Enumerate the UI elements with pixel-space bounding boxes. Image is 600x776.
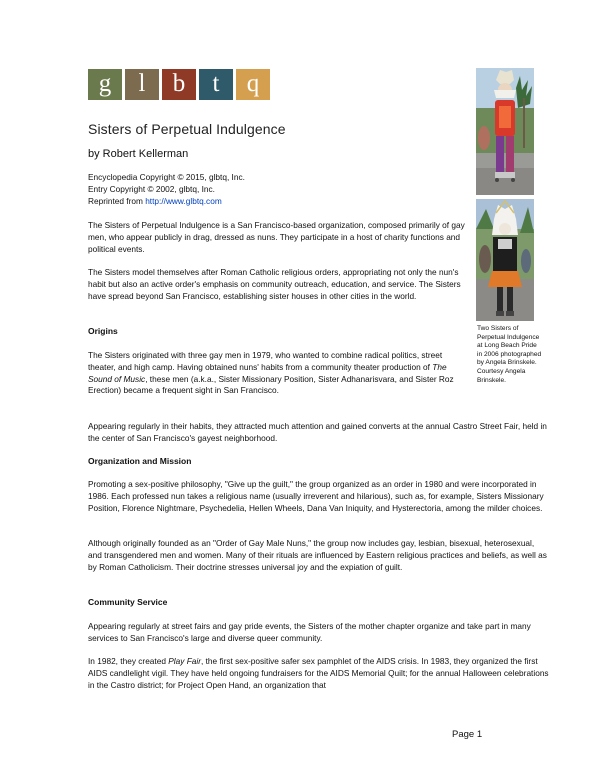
community-paragraph-1: Appearing regularly at street fairs and gay pride events, the Sisters of the mother chapter organize and take part in many services to San Francisco's large and diverse queer community.	[88, 621, 531, 643]
sound-of-music-title: The Sound of Music	[88, 361, 447, 384]
article-author: by Robert Kellerman	[88, 148, 189, 160]
community-paragraph-2	[88, 656, 550, 691]
intro-paragraph-1: The Sisters of Perpetual Indulgence is a San Francisco-based organization, composed primarily of gay men, who appear publicly in drag, dressed as nuns. They participate in a host of charity functions and political events.	[88, 220, 465, 254]
origins-paragraph-1	[88, 350, 468, 397]
logo-letter-tile: t	[199, 69, 233, 100]
organization-paragraph-1: Promoting a sex-positive philosophy, "Give up the guilt," the group organized as an order in 1980 and were incorporated in 1986. Each professed nun takes a religious name (usually irreverent and hilarious), such as, for example, Sisters Missionary Position, Florence Nightmare, Psychedelia, Hellen Wheels, Dana Van Iniquity, and Hysterectoria, among the milder choices.	[88, 479, 544, 513]
reprinted-prefix: Reprinted from	[88, 196, 146, 206]
origins-text-a: The Sisters originated with three gay men in 1979, who wanted to combine radical politics, street theater, and high camp. Having obtained nuns' habits from a community theater production of	[88, 350, 443, 372]
photo-caption: Two Sisters of Perpetual Indulgence at Long Beach Pride in 2006 photographed by Angela Brinskele. Courtesy Angela Brinskele.	[477, 325, 542, 384]
glbtq-link[interactable]: http://www.glbtq.com	[145, 196, 222, 206]
logo-letter-tile: g	[88, 69, 122, 100]
organization-heading: Organization and Mission	[88, 456, 192, 466]
play-fair-title: Play Fair	[168, 656, 201, 666]
community-text-a: In 1982, they created	[88, 656, 169, 666]
logo-letter-tile: l	[125, 69, 159, 100]
logo-letter-tile: b	[162, 69, 196, 100]
photo-sister-white-headdress	[476, 199, 534, 321]
entry-copyright: Entry Copyright © 2002, glbtq, Inc.	[88, 184, 215, 194]
glbtq-logo	[88, 69, 270, 100]
community-text-b: , the first sex-positive safer sex pamphlet of the AIDS crisis. In 1983, they organized the first AIDS candlelight vigil. They have held ongoing fundraisers for the AIDS Memorial Quilt; for the annual Halloween celebrations in the Castro district; for Project Open Hand, an organization that	[88, 656, 549, 690]
encyclopedia-copyright: Encyclopedia Copyright © 2015, glbtq, Inc.	[88, 172, 245, 182]
origins-paragraph-2: Appearing regularly in their habits, they attracted much attention and gained converts at the annual Castro Street Fair, held in the center of San Francisco's gayest neighborhood.	[88, 421, 547, 443]
community-heading: Community Service	[88, 597, 168, 607]
intro-paragraph-2: The Sisters model themselves after Roman Catholic religious orders, appropriating not only the nun's habit but also an active order's emphasis on community outreach, education, and service. The Sisters have spread beyond San Francisco, establishing sister houses in other cities in the world.	[88, 267, 461, 301]
origins-text-b: , these men (a.k.a., Sister Missionary Position, Sister Adhanarisvara, and Sister Roz Erection) became a frequent sight in San Francisco.	[88, 373, 454, 396]
copyright-block	[88, 171, 245, 207]
reprinted-line	[88, 195, 245, 207]
article-title: Sisters of Perpetual Indulgence	[88, 121, 286, 137]
origins-heading: Origins	[88, 326, 118, 336]
page-number: Page 1	[452, 729, 483, 740]
photo-sister-red-habit	[476, 68, 534, 195]
organization-paragraph-2: Although originally founded as an "Order of Gay Male Nuns," the group now includes gay, lesbian, bisexual, heterosexual, and transgendered men and women. Many of their rituals are influenced by Eastern religious practices and beliefs, as well as by Roman Catholicism. Their doctrine stresses universal joy and the expiation of guilt.	[88, 538, 547, 572]
logo-letter-tile: q	[236, 69, 270, 100]
